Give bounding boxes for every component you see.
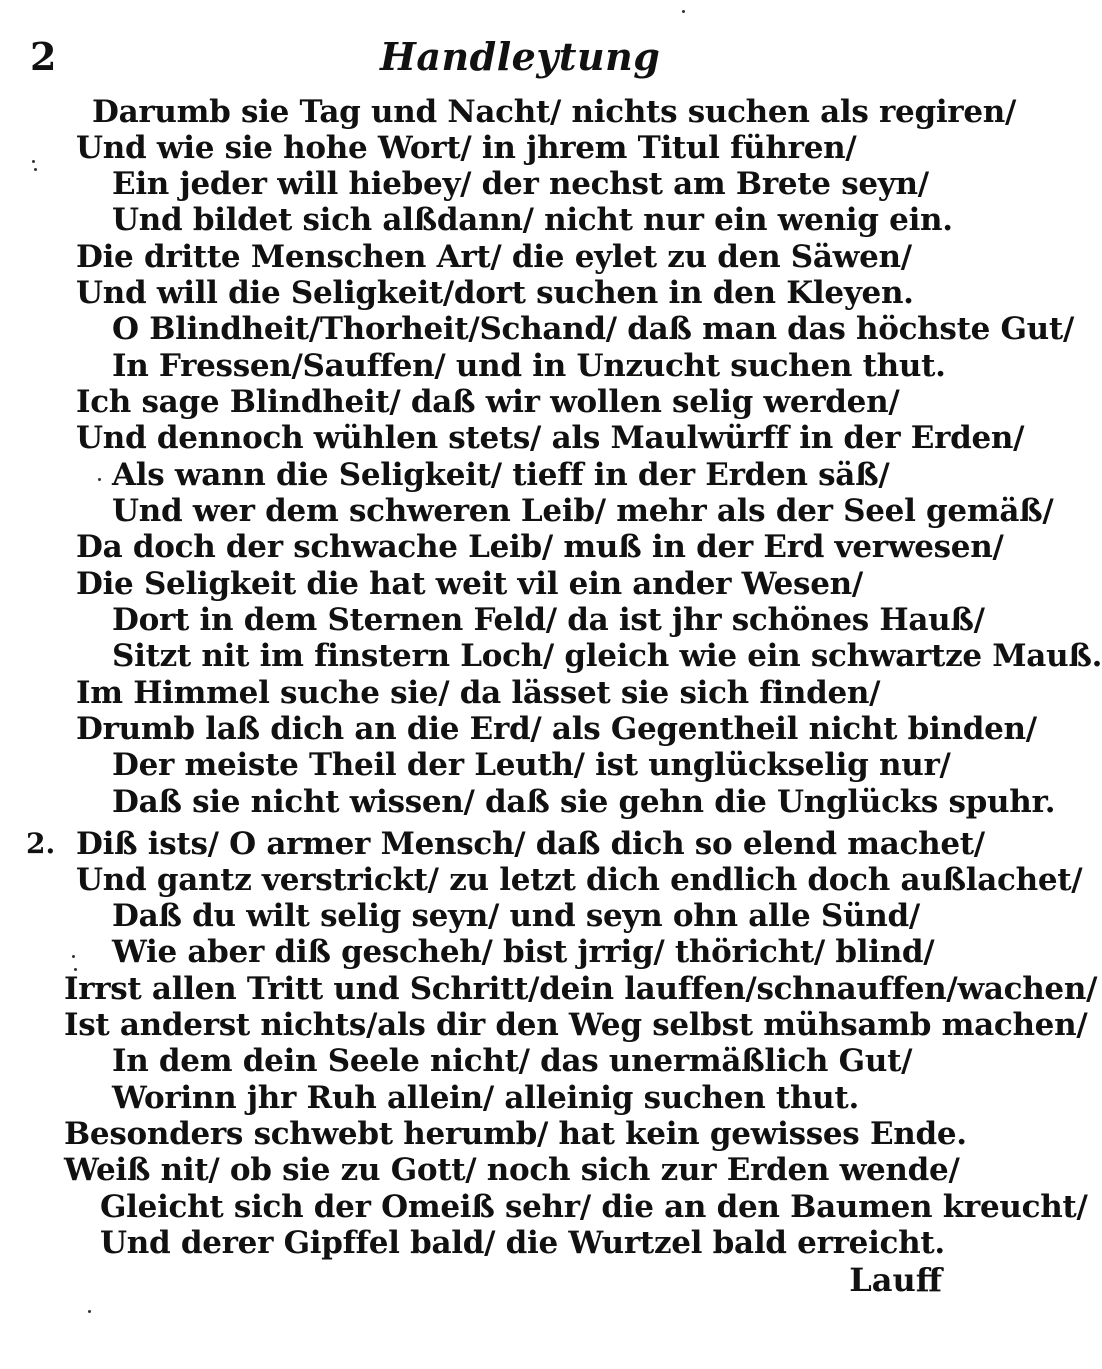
catchword: Lauff <box>849 1261 942 1299</box>
verse-line: Und wer dem schweren Leib/ mehr als der Seel gemäß/ <box>112 493 1054 529</box>
verse-line: Und will die Seligkeit/dort suchen in den Kleyen. <box>76 275 914 311</box>
verse-line: Daß du wilt selig seyn/ und seyn ohn alle Sünd/ <box>112 898 920 934</box>
verse-line: Besonders schwebt herumb/ hat kein gewisses Ende. <box>64 1116 967 1152</box>
verse-line: Und wie sie hohe Wort/ in jhrem Titul führen/ <box>76 130 857 166</box>
verse-line: Ist anderst nichts/als dir den Weg selbst mühsamb machen/ <box>64 1007 1088 1043</box>
page-number: 2 <box>30 34 57 79</box>
print-speck <box>34 168 37 171</box>
print-speck <box>98 478 101 481</box>
verse-line: Ich sage Blindheit/ daß wir wollen selig werden/ <box>76 384 900 420</box>
stanza-number: 2. <box>26 827 56 860</box>
verse-line: Drumb laß dich an die Erd/ als Gegentheil nicht binden/ <box>76 711 1037 747</box>
verse-line: Die dritte Menschen Art/ die eylet zu den Säwen/ <box>76 239 912 275</box>
verse-line: Sitzt nit im finstern Loch/ gleich wie ein schwartze Mauß. <box>112 638 1102 674</box>
verse-line: Daß sie nicht wissen/ daß sie gehn die Unglücks spuhr. <box>112 784 1056 820</box>
print-speck <box>72 955 75 958</box>
verse-line: Darumb sie Tag und Nacht/ nichts suchen als regiren/ <box>92 94 1017 130</box>
verse-line: Gleicht sich der Omeiß sehr/ die an den Baumen kreucht/ <box>100 1189 1088 1225</box>
verse-line: Im Himmel suche sie/ da lässet sie sich finden/ <box>76 675 881 711</box>
verse-line: Und derer Gipffel bald/ die Wurtzel bald erreicht. <box>100 1225 945 1261</box>
verse-line: O Blindheit/Thorheit/Schand/ daß man das höchste Gut/ <box>112 311 1074 347</box>
print-speck <box>682 10 685 13</box>
verse-line: Weiß nit/ ob sie zu Gott/ noch sich zur Erden wende/ <box>64 1152 960 1188</box>
verse-line: Diß ists/ O armer Mensch/ daß dich so elend machet/ <box>76 826 985 862</box>
verse-line: Und bildet sich alßdann/ nicht nur ein wenig ein. <box>112 202 953 238</box>
verse-line: Und gantz verstrickt/ zu letzt dich endlich doch außlachet/ <box>76 862 1083 898</box>
print-speck <box>74 968 77 971</box>
verse-line: Wie aber diß gescheh/ bist jrrig/ thöricht/ blind/ <box>112 934 935 970</box>
running-head: Handleytung <box>380 34 661 79</box>
verse-line: In dem dein Seele nicht/ das unermäßlich Gut/ <box>112 1043 913 1079</box>
verse-line: Ein jeder will hiebey/ der nechst am Brete seyn/ <box>112 166 929 202</box>
print-speck <box>88 1310 91 1313</box>
verse-line: Als wann die Seligkeit/ tieff in der Erden säß/ <box>112 457 890 493</box>
verse-line: In Fressen/Sauffen/ und in Unzucht suchen thut. <box>112 348 946 384</box>
verse-line: Und dennoch wühlen stets/ als Maulwürff in der Erden/ <box>76 420 1025 456</box>
verse-line: Dort in dem Sternen Feld/ da ist jhr schönes Hauß/ <box>112 602 985 638</box>
verse-line: Worinn jhr Ruh allein/ alleinig suchen thut. <box>112 1080 859 1116</box>
verse-line: Der meiste Theil der Leuth/ ist unglückselig nur/ <box>112 747 951 783</box>
verse-line: Irrst allen Tritt und Schritt/dein lauffen/schnauffen/wachen/ <box>64 971 1098 1007</box>
verse-line: Da doch der schwache Leib/ muß in der Erd verwesen/ <box>76 529 1004 565</box>
verse-line: Die Seligkeit die hat weit vil ein ander Wesen/ <box>76 566 863 602</box>
print-speck <box>32 160 35 163</box>
